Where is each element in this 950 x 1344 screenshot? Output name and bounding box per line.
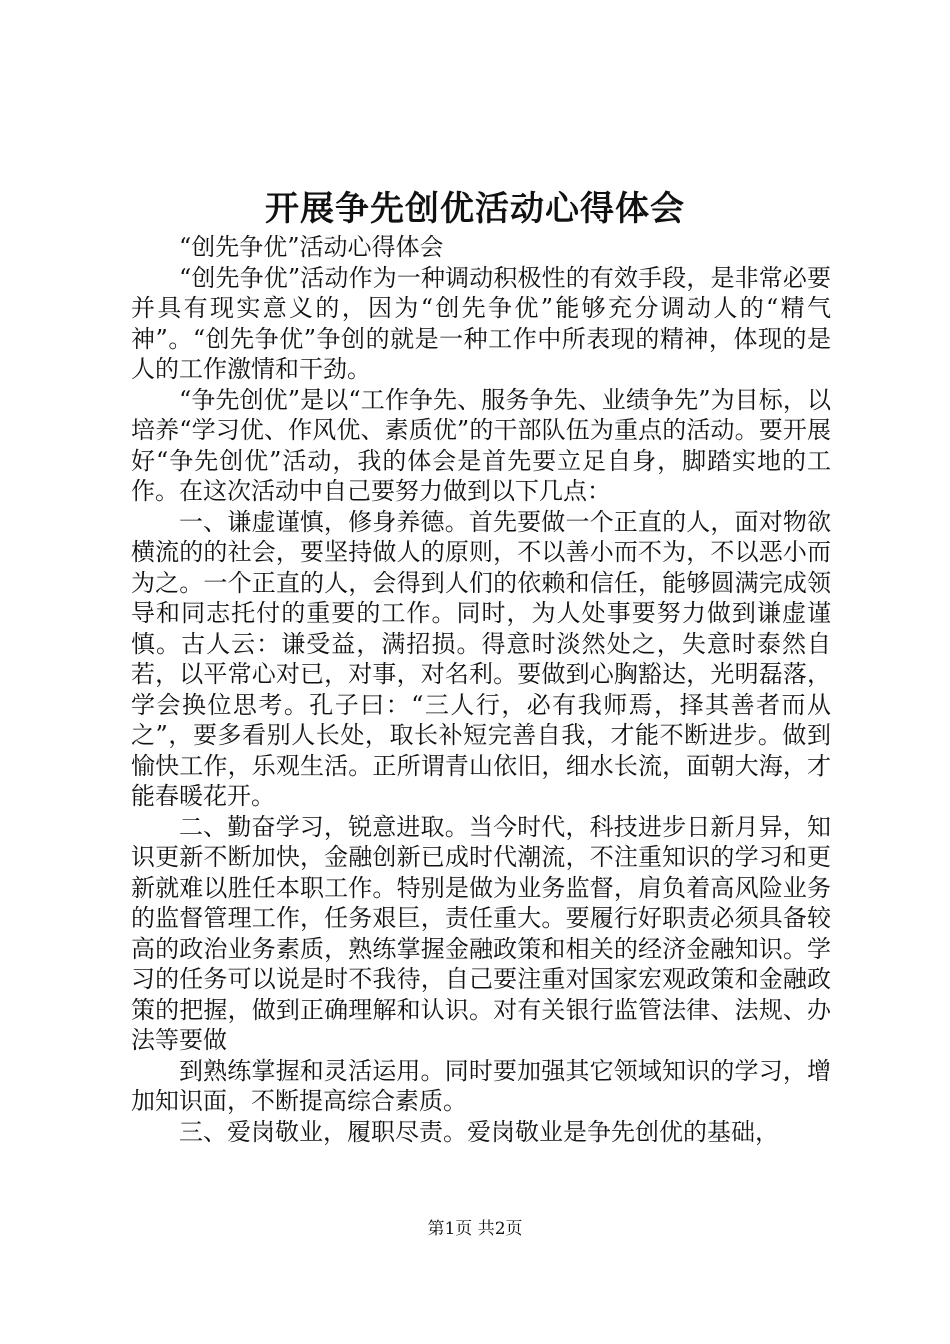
paragraph: 到熟练掌握和灵活运用。同时要加强其它领域知识的学习，增加知识面，不断提高综合素质。 <box>131 1056 831 1115</box>
page-number-footer: 第1页 共2页 <box>427 1219 523 1239</box>
document-body <box>131 232 831 1147</box>
paragraph: 一、谦虚谨慎，修身养德。首先要做一个正直的人，面对物欲横流的的社会，要坚持做人的原则，不以善小而不为，不以恶小而为之。一个正直的人，会得到人们的依赖和信任，能够圆满完成领导和同志托付的重要的工作。同时，为人处事要努力做到谦虚谨慎。古人云：谦受益，满招损。得意时淡然处之，失意时泰然自若，以平常心对已，对事，对名利。要做到心胸豁达，光明磊落，学会换位思考。孔子曰：“三人行，必有我师焉，择其善者而从之”，要多看别人长处，取长补短完善自我，才能不断进步。做到愉快工作，乐观生活。正所谓青山依旧，细水长流，面朝大海，才能春暖花开。 <box>131 507 831 810</box>
paragraph: 二、勤奋学习，锐意进取。当今时代，科技进步日新月异，知识更新不断加快，金融创新已成时代潮流，不注重知识的学习和更新就难以胜任本职工作。特别是做为业务监督，肩负着高风险业务的监督管理工作，任务艰巨，责任重大。要履行好职责必须具备较高的政治业务素质，熟练掌握金融政策和相关的经济金融知识。学习的任务可以说是时不我待，自己要注重对国家宏观政策和金融政策的把握，做到正确理解和认识。对有关银行监管法律、法规、办法等要做 <box>131 812 831 1054</box>
paragraph: 三、爱岗敬业，履职尽责。爱岗敬业是争先创优的基础， <box>179 1117 779 1146</box>
paragraph-subtitle: “创先争优”活动心得体会 <box>179 233 444 261</box>
document-title: 开展争先创优活动心得体会 <box>265 189 685 229</box>
paragraph: “创先争优”活动作为一种调动积极性的有效手段，是非常必要并具有现实意义的，因为“创先争优”能够充分调动人的“精气神”。“创先争优”争创的就是一种工作中所表现的精神，体现的是人的工作激情和干劲。 <box>131 263 831 383</box>
paragraph: “争先创优”是以“工作争先、服务争先、业绩争先”为目标，以培养“学习优、作风优、素质优”的干部队伍为重点的活动。要开展好“争先创优”活动，我的体会是首先要立足自身，脚踏实地的工作。在这次活动中自己要努力做到以下几点： <box>131 385 831 505</box>
